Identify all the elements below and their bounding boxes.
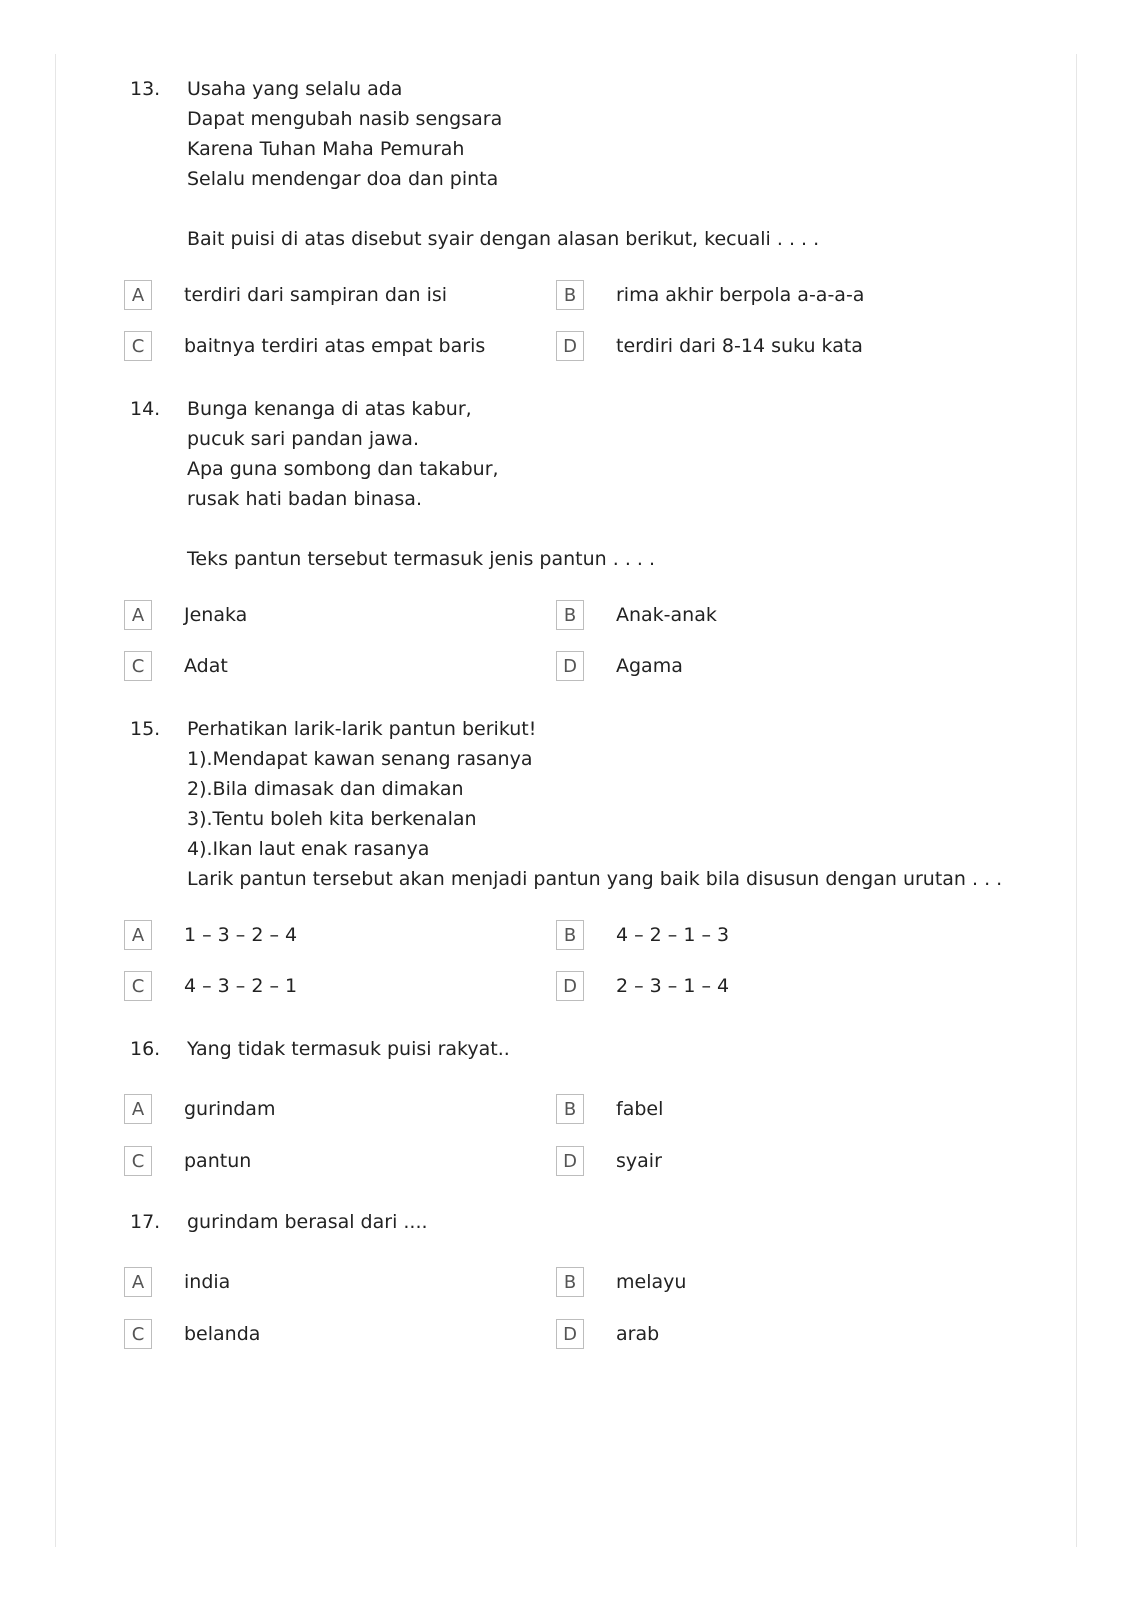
stanza-line: Dapat mengubah nasib sengsara [187,108,503,130]
question-prompt: Bait puisi di atas disebut syair dengan alasan berikut, kecuali . . . . [187,228,820,250]
option-letter-box: A [124,280,152,310]
option-letter-box: B [556,280,584,310]
page-border-right [1076,54,1077,1547]
question-line: 4).Ikan laut enak rasanya [187,838,430,860]
question-number: 13. [130,78,161,100]
option-letter-box: C [124,1319,152,1349]
option-letter-box: D [556,651,584,681]
option-text: terdiri dari 8-14 suku kata [616,335,863,357]
option-text: india [184,1271,231,1293]
question-line: Larik pantun tersebut akan menjadi pantun yang baik bila disusun dengan urutan . . . [187,868,1003,890]
option-text: 1 – 3 – 2 – 4 [184,924,298,946]
option-text: terdiri dari sampiran dan isi [184,284,448,306]
option-letter-box: C [124,331,152,361]
option-letter-box: D [556,971,584,1001]
question-number: 17. [130,1211,161,1233]
stanza-line: rusak hati badan binasa. [187,488,422,510]
option-letter-box: A [124,1094,152,1124]
option-letter-box: D [556,331,584,361]
option-text: rima akhir berpola a-a-a-a [616,284,865,306]
option-letter-box: B [556,1267,584,1297]
option-text: syair [616,1150,662,1172]
question-number: 16. [130,1038,161,1060]
stanza-line: Selalu mendengar doa dan pinta [187,168,499,190]
option-letter-box: A [124,600,152,630]
option-letter-box: D [556,1146,584,1176]
stanza-line: pucuk sari pandan jawa. [187,428,419,450]
question-line: Yang tidak termasuk puisi rakyat.. [187,1038,510,1060]
option-text: 4 – 2 – 1 – 3 [616,924,730,946]
option-text: arab [616,1323,660,1345]
option-text: pantun [184,1150,252,1172]
question-line: 2).Bila dimasak dan dimakan [187,778,464,800]
option-letter-box: C [124,1146,152,1176]
question-line: Perhatikan larik-larik pantun berikut! [187,718,537,740]
option-text: Adat [184,655,228,677]
option-text: baitnya terdiri atas empat baris [184,335,486,357]
option-letter-box: B [556,920,584,950]
question-prompt: Teks pantun tersebut termasuk jenis pantun . . . . [187,548,656,570]
question-line: gurindam berasal dari .... [187,1211,428,1233]
question-line: 3).Tentu boleh kita berkenalan [187,808,477,830]
option-text: melayu [616,1271,687,1293]
option-letter-box: B [556,600,584,630]
option-letter-box: D [556,1319,584,1349]
option-text: Anak-anak [616,604,717,626]
option-letter-box: B [556,1094,584,1124]
question-number: 14. [130,398,161,420]
option-text: gurindam [184,1098,276,1120]
option-letter-box: A [124,920,152,950]
stanza-line: Karena Tuhan Maha Pemurah [187,138,465,160]
stanza-line: Apa guna sombong dan takabur, [187,458,499,480]
option-text: 2 – 3 – 1 – 4 [616,975,730,997]
option-letter-box: C [124,971,152,1001]
option-text: 4 – 3 – 2 – 1 [184,975,298,997]
option-text: Jenaka [184,604,248,626]
option-letter-box: C [124,651,152,681]
stanza-line: Bunga kenanga di atas kabur, [187,398,472,420]
option-text: Agama [616,655,683,677]
option-letter-box: A [124,1267,152,1297]
option-text: belanda [184,1323,261,1345]
question-number: 15. [130,718,161,740]
question-line: 1).Mendapat kawan senang rasanya [187,748,533,770]
page-border-left [55,54,56,1547]
option-text: fabel [616,1098,664,1120]
stanza-line: Usaha yang selalu ada [187,78,403,100]
